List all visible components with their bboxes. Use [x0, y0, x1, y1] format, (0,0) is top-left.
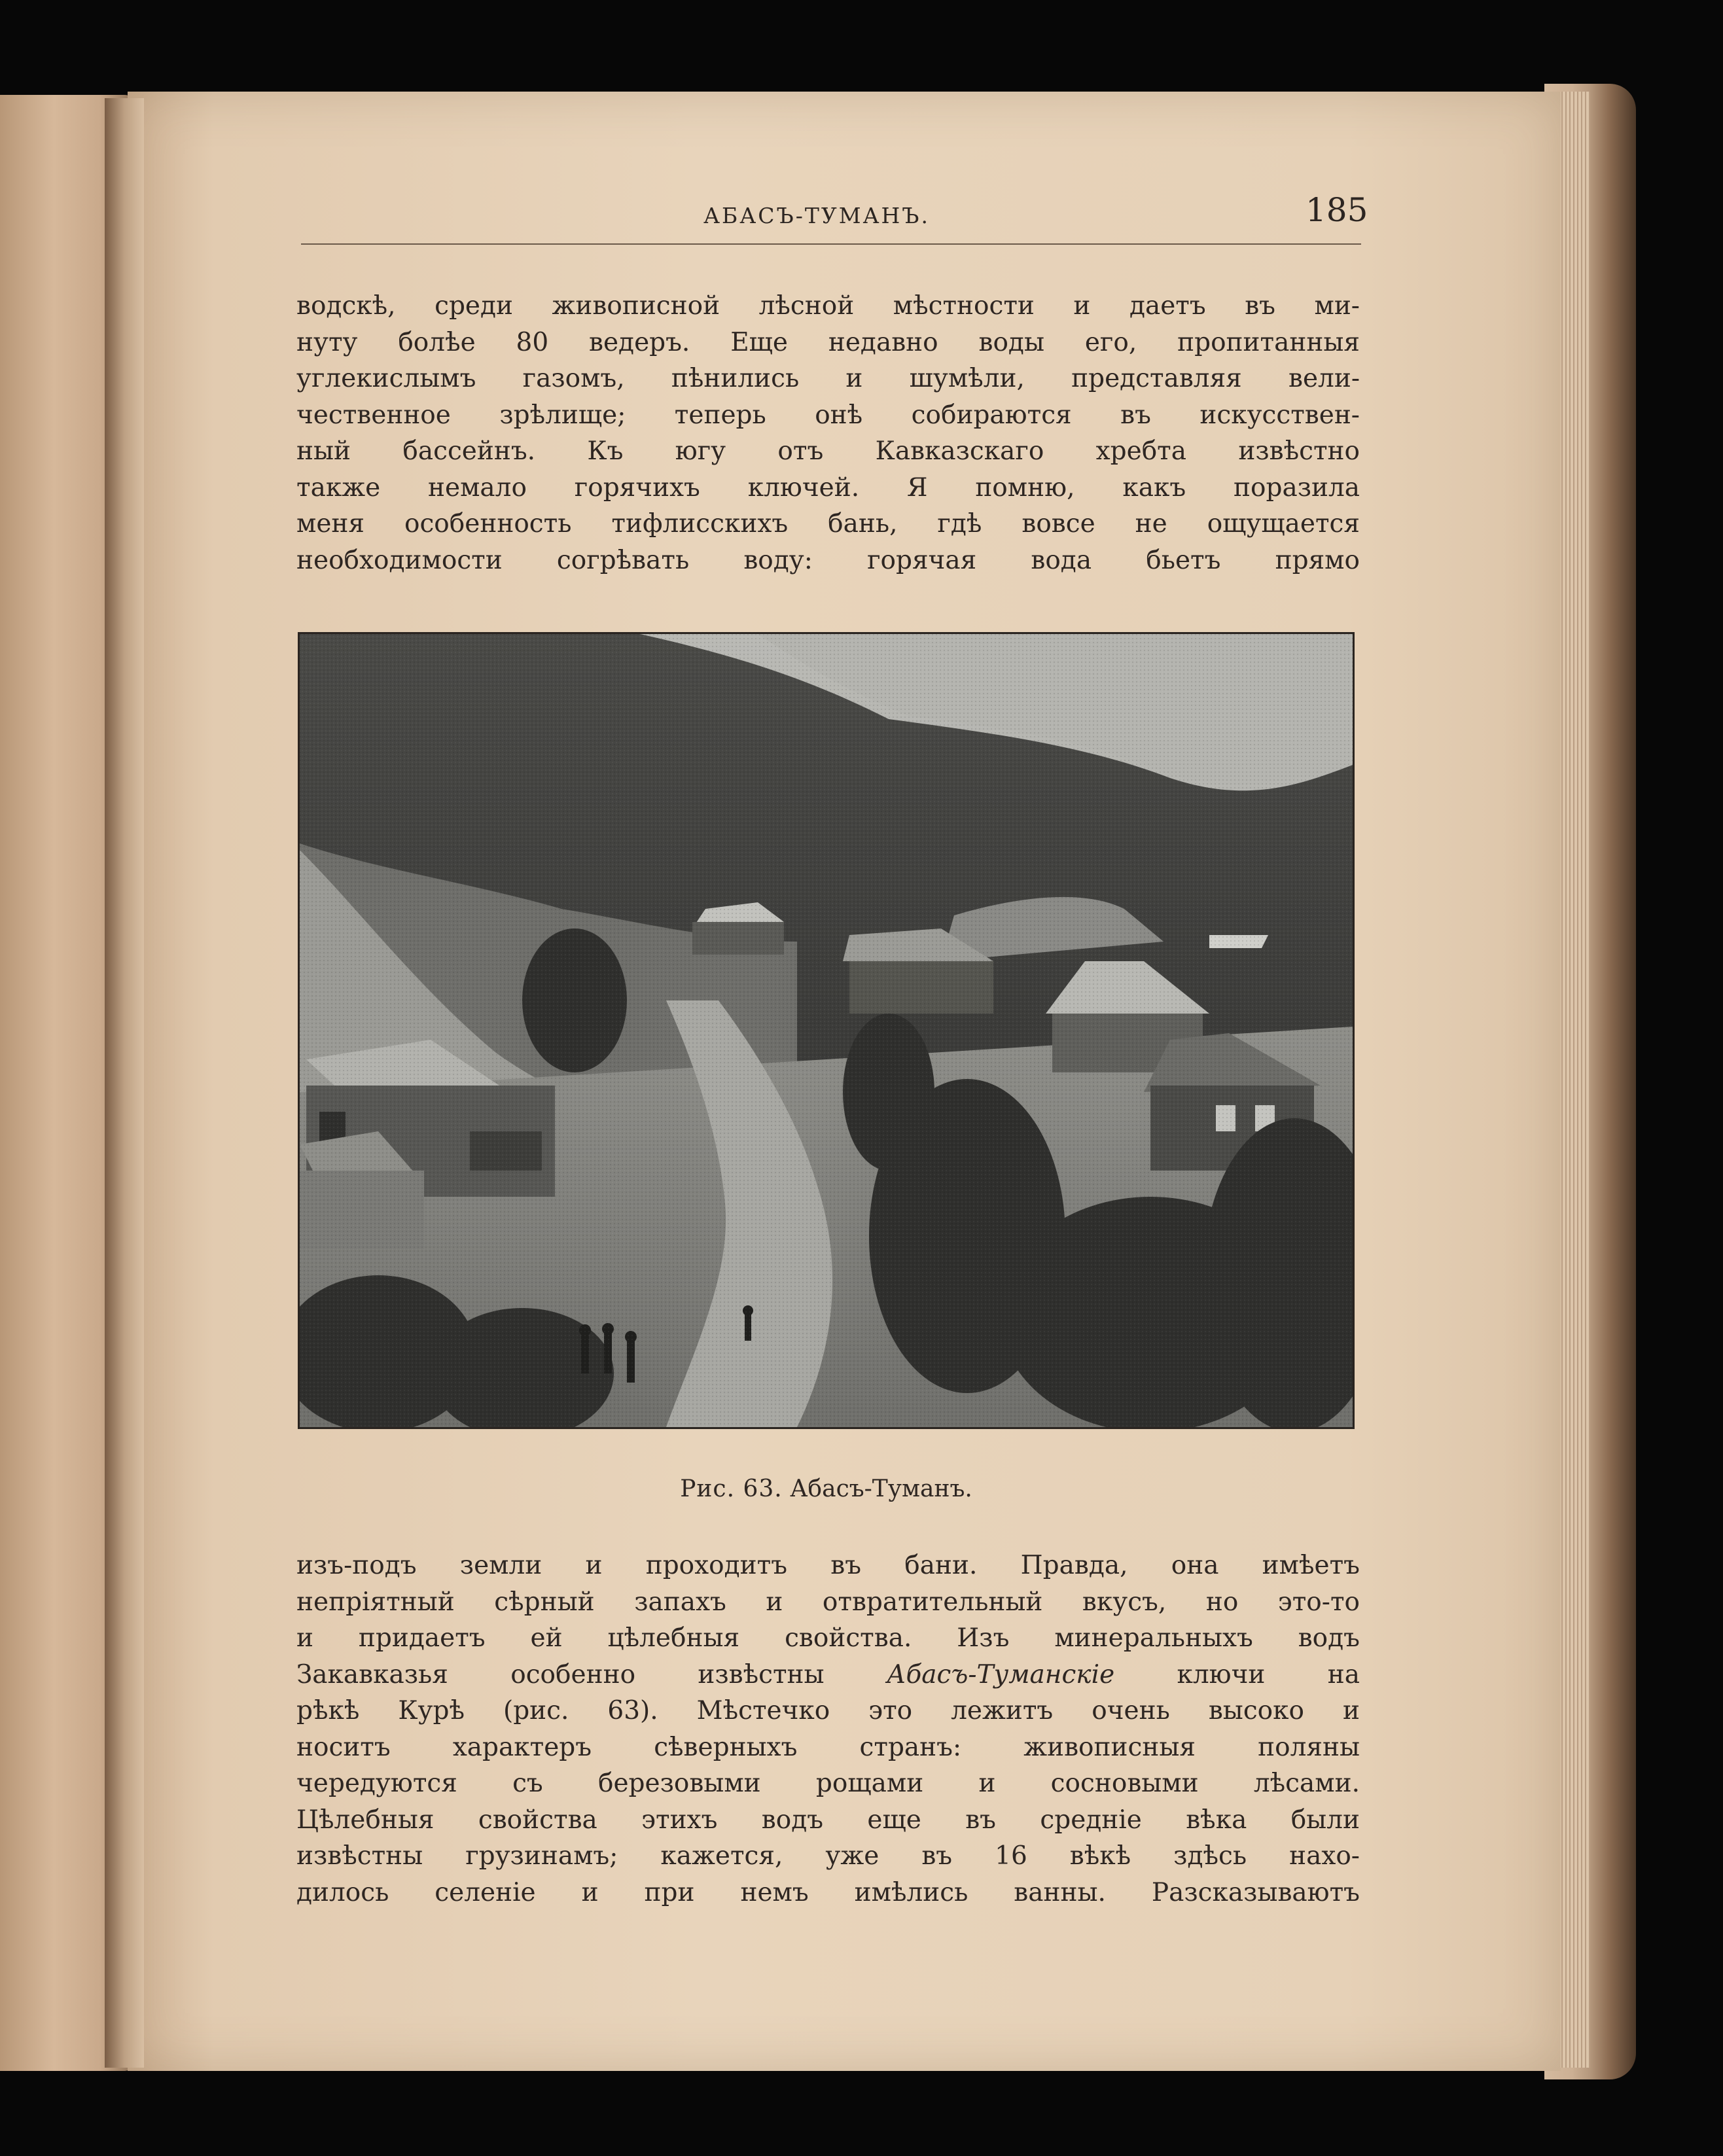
text-line: непріятный сѣрный запахъ и отвратительный вкусъ, но это-то — [296, 1587, 1360, 1617]
italic-term: Абасъ-Туманскіе — [886, 1659, 1115, 1689]
village-photo-illustration — [300, 634, 1353, 1427]
text-line: меня особенность тифлисскихъ бань, гдѣ вовсе не ощущается — [296, 509, 1360, 539]
text-line: водскѣ, среди живописной лѣсной мѣстности и даетъ въ ми- — [296, 291, 1360, 321]
text-line: рѣкѣ Курѣ (рис. 63). Мѣстечко это лежитъ очень высоко и — [296, 1696, 1360, 1725]
text-line: дилось селеніе и при немъ имѣлись ванны. Разсказываютъ — [296, 1877, 1360, 1907]
text-line: чественное зрѣлище; теперь онѣ собираются въ искусствен- — [296, 400, 1360, 430]
text-line: извѣстны грузинамъ; кажется, уже въ 16 вѣкѣ здѣсь нахо- — [296, 1841, 1360, 1871]
figure-caption — [298, 1476, 1355, 1502]
figure-number: Рис. 63. — [680, 1476, 783, 1502]
text-line: и придаетъ ей цѣлебныя свойства. Изъ минеральныхъ водъ — [296, 1623, 1360, 1653]
text-segment: ключи на — [1177, 1659, 1360, 1689]
text-line-with-italic — [296, 1657, 1360, 1693]
header-rule — [301, 243, 1361, 245]
text-segment: Закавказья особенно извѣстны — [296, 1659, 825, 1689]
running-head: АБАСЪ-ТУМАНЪ. — [703, 203, 930, 228]
page-number: 185 — [1306, 191, 1368, 229]
figure-photo — [298, 632, 1355, 1429]
text-line: также немало горячихъ ключей. Я помню, какъ поразила — [296, 472, 1360, 503]
text-line: носитъ характеръ сѣверныхъ странъ: живописныя поляны — [296, 1732, 1360, 1762]
text-line: нуту болѣе 80 ведеръ. Еще недавно воды его, пропитанныя — [296, 327, 1360, 357]
text-line: необходимости согрѣвать воду: горячая вода бьетъ прямо — [296, 545, 1360, 575]
text-block-bottom — [296, 1547, 1360, 1911]
text-line: Цѣлебныя свойства этихъ водъ еще въ средніе вѣка были — [296, 1805, 1360, 1835]
text-line: углекислымъ газомъ, пѣнились и шумѣли, представляя вели- — [296, 364, 1360, 393]
text-line: изъ-подъ земли и проходитъ въ бани. Правда, она имѣетъ — [296, 1551, 1360, 1580]
text-block-top — [296, 288, 1360, 578]
figure-title: Абасъ-Туманъ. — [790, 1476, 972, 1502]
text-line: чередуются съ березовыми рощами и сосновыми лѣсами. — [296, 1769, 1360, 1798]
text-line: ный бассейнъ. Къ югу отъ Кавказскаго хребта извѣстно — [296, 436, 1360, 466]
book-gutter — [105, 98, 144, 2068]
